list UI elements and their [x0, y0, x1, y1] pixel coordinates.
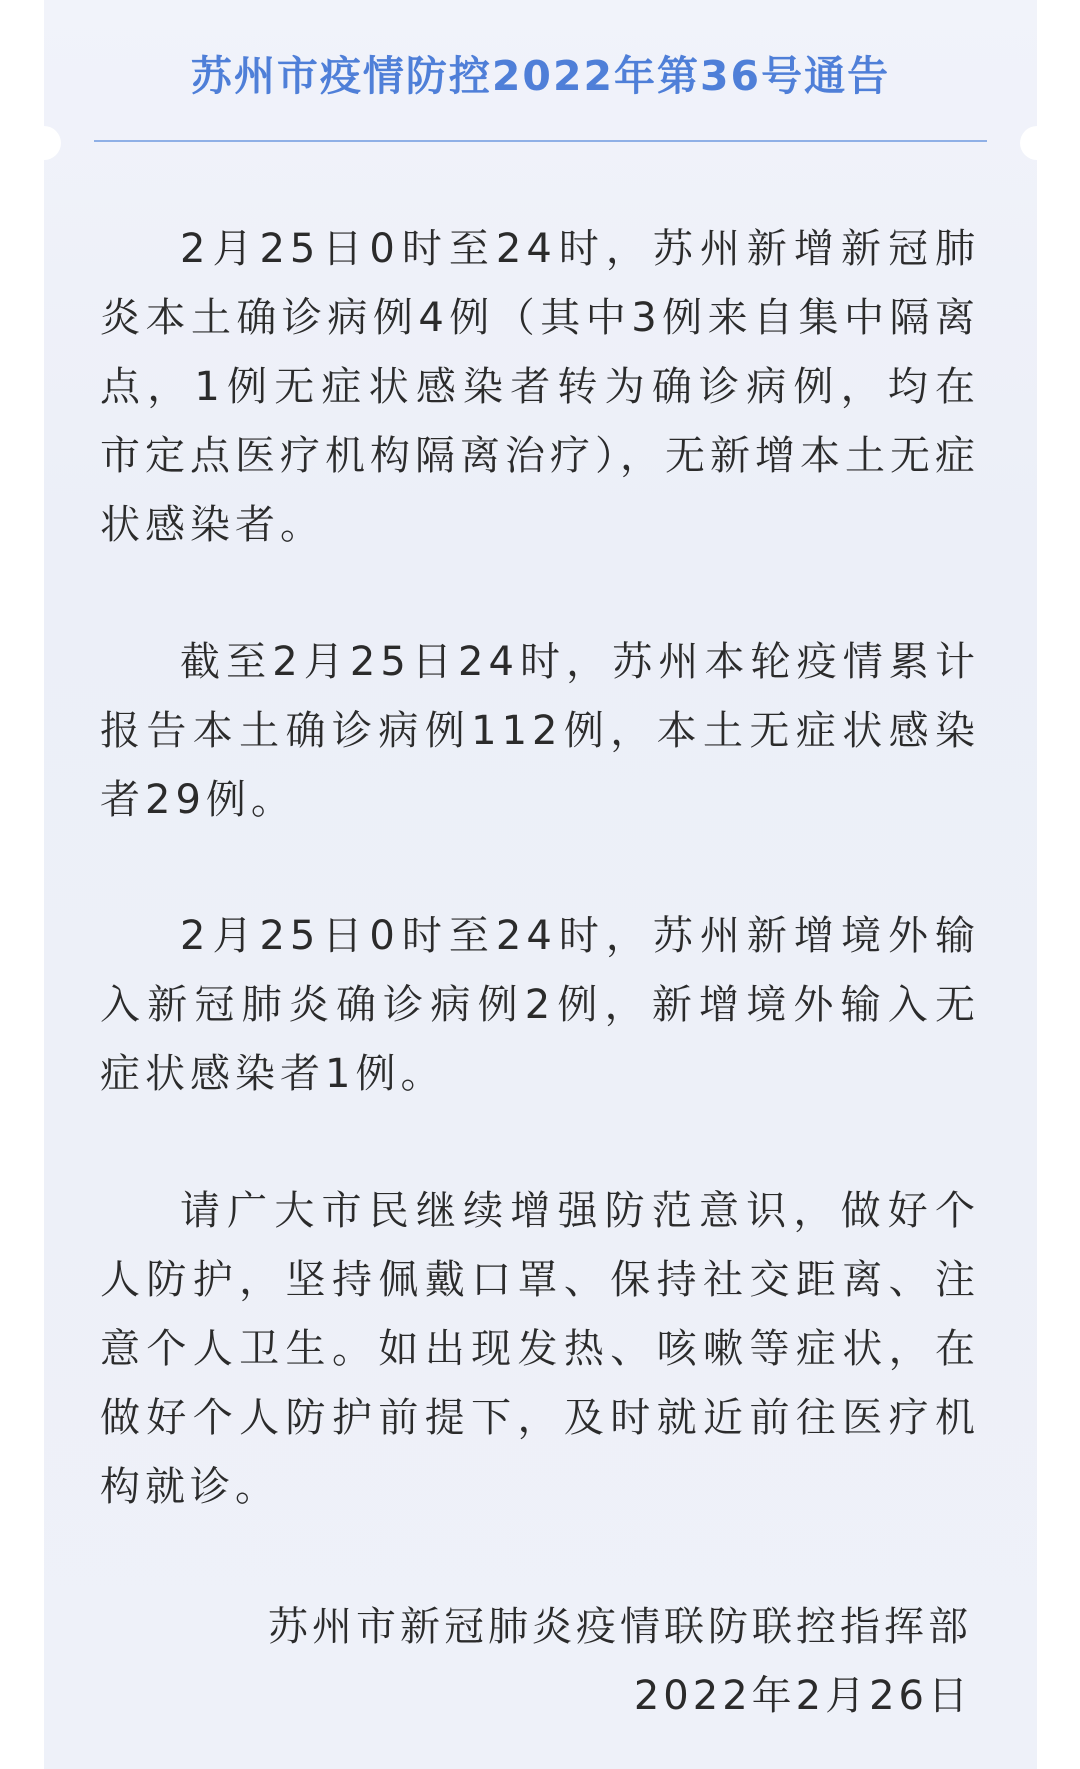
paragraph-imported-cases: 2月25日0时至24时，苏州新增境外输入新冠肺炎确诊病例2例，新增境外输入无症状感染者1例。 [100, 913, 980, 1097]
card-notch-right [1020, 126, 1054, 160]
paragraph-cumulative-cases: 截至2月25日24时，苏州本轮疫情累计报告本土确诊病例112例，本土无症状感染者29例。 [100, 639, 980, 823]
issue-date: 2022年2月26日 [633, 1673, 972, 1719]
card-notch-left [27, 126, 61, 160]
issuer-signature: 苏州市新冠肺炎疫情联防联控指挥部 [268, 1604, 972, 1650]
paragraph-new-local-cases: 2月25日0时至24时，苏州新增新冠肺炎本土确诊病例4例（其中3例来自集中隔离点，1例无症状感染者转为确诊病例，均在市定点医疗机构隔离治疗），无新增本土无症状感染者。 [100, 226, 980, 548]
paragraph-public-advice: 请广大市民继续增强防范意识，做好个人防护，坚持佩戴口罩、保持社交距离、注意个人卫生。如出现发热、咳嗽等症状，在做好个人防护前提下，及时就近前往医疗机构就诊。 [100, 1188, 980, 1510]
notice-title: 苏州市疫情防控2022年第36号通告 [190, 52, 891, 100]
title-divider [94, 140, 987, 142]
